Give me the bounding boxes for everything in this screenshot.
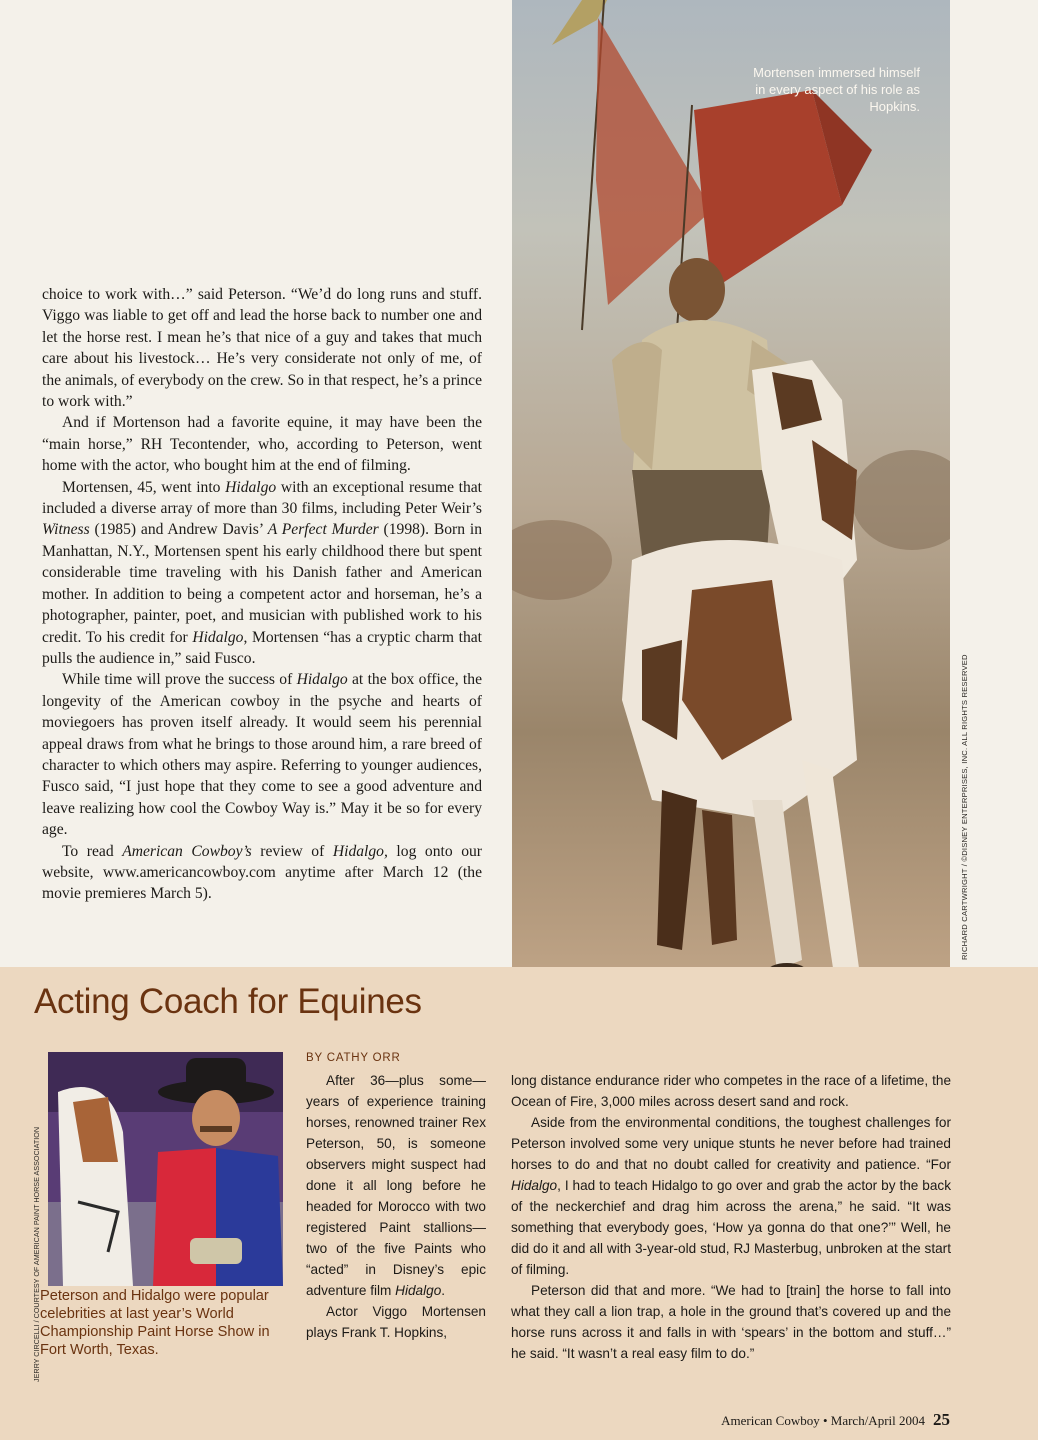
magazine-name: American Cowboy: [721, 1413, 820, 1428]
sidebar-column-2: [511, 1070, 951, 1364]
article-column: [42, 284, 482, 905]
photo-credit: RICHARD CARTWRIGHT / ©DISNEY ENTERPRISES, INC. ALL RIGHTS RESERVED: [960, 654, 969, 960]
article-paragraph: Mortensen, 45, went into Hidalgo with an exceptional resume that included a diverse array of more than 30 films, including Peter Weir’s Witness (1985) and Andrew Davis’ A Perfect Murder (1998). Born in Manhattan, N.Y., Mortensen spent his early childhood there but spent considerable time traveling with his Danish father and American mother. In addition to being a competent actor and horseman, he’s a photographer, painter, poet, and musician with published work to his credit. To his credit for Hidalgo, Mortensen “has a cryptic charm that pulls the audience in,” said Fusco.: [42, 478, 483, 667]
trainer-photo: [48, 1052, 283, 1286]
sidebar-paragraph: long distance endurance rider who competes in the race of a lifetime, the Ocean of Fire, 3,000 miles across desert sand and rock.: [511, 1073, 951, 1109]
article-paragraph: And if Mortenson had a favorite equine, it may have been the “main horse,” RH Tecontender, who, according to Peterson, went home with the actor, who bought him at the end of filming.: [42, 414, 482, 475]
sidebar-paragraph: After 36—plus some—years of experience training horses, renowned trainer Rex Peterson, 50, is someone observers might suspect had done it all long before he headed for Morocco with two registered Paint stallions—two of the five Paints who “acted” in Disney’s epic adventure film Hidalgo.: [306, 1073, 486, 1298]
sidebar-heading: Acting Coach for Equines: [34, 982, 422, 1021]
photo-credit: JERRY CIRCELLI / COURTESY OF AMERICAN PAINT HORSE ASSOCIATION: [32, 1126, 41, 1382]
issue-date: March/April 2004: [830, 1413, 925, 1428]
byline: BY CATHY ORR: [306, 1052, 401, 1064]
hero-photo: [512, 0, 950, 1046]
page-number: 25: [933, 1410, 950, 1429]
page-footer: American Cowboy • March/April 2004 25: [721, 1410, 950, 1429]
article-paragraph: To read American Cowboy’s review of Hidalgo, log onto our website, www.americancowboy.com anytime after March 12 (the movie premieres March 5).: [42, 842, 482, 903]
sidebar-paragraph: Aside from the environmental conditions, the toughest challenges for Peterson involved some very unique stunts he never before had trained horses to do and that no doubt called for creativity and patience. “For Hidalgo, I had to teach Hidalgo to go over and grab the actor by the back of the neckerchief and drag him across the arena,” he said. “It was something that everybody goes, ‘How ya gonna do that one?’” Well, he did do it and all with 3-year-old stud, RJ Masterbug, unbroken at the start of filming.: [511, 1115, 951, 1277]
photo-caption: Peterson and Hidalgo were popular celebrities at last year’s World Championship Paint Horse Show in Fort Worth, Texas.: [40, 1288, 270, 1358]
article-paragraph: While time will prove the success of Hidalgo at the box office, the longevity of the American cowboy in the psyche and hearts of moviegoers has proven itself already. It would seem his perennial appeal draws from what he brings to those around him, a rare breed of character to which others may aspire. Referring to younger audiences, Fusco said, “I just hope that they come to see a good adventure and leave realizing how cool the Cowboy Way is.” May it be so for every age.: [42, 671, 482, 839]
article-paragraph: choice to work with…” said Peterson. “We’d do long runs and stuff. Viggo was liable to get off and lead the horse back to number one and let the horse rest. I mean he’s that nice of a guy and takes that much care about his livestock… He’s very considerate not only of me, of the animals, of everybody on the crew. So in that respect, he’s a prince to work with.”: [42, 286, 482, 411]
photo-caption: Mortensen immersed himself in every aspect of his role as Hopkins.: [753, 65, 920, 114]
sidebar-column-1: [306, 1070, 486, 1343]
rider-on-horse-illustration: [512, 0, 950, 1046]
sidebar-paragraph: Peterson did that and more. “We had to [train] the horse to fall into what they call a lion trap, a hole in the ground that’s covered up and the horse runs across it and falls in with ‘spears’ in the bottom and stuff…” he said. “It wasn’t a real easy film to do.”: [511, 1283, 951, 1361]
sidebar-paragraph: Actor Viggo Mortensen plays Frank T. Hopkins,: [306, 1304, 486, 1340]
trainer-with-horse-illustration: [48, 1052, 283, 1286]
